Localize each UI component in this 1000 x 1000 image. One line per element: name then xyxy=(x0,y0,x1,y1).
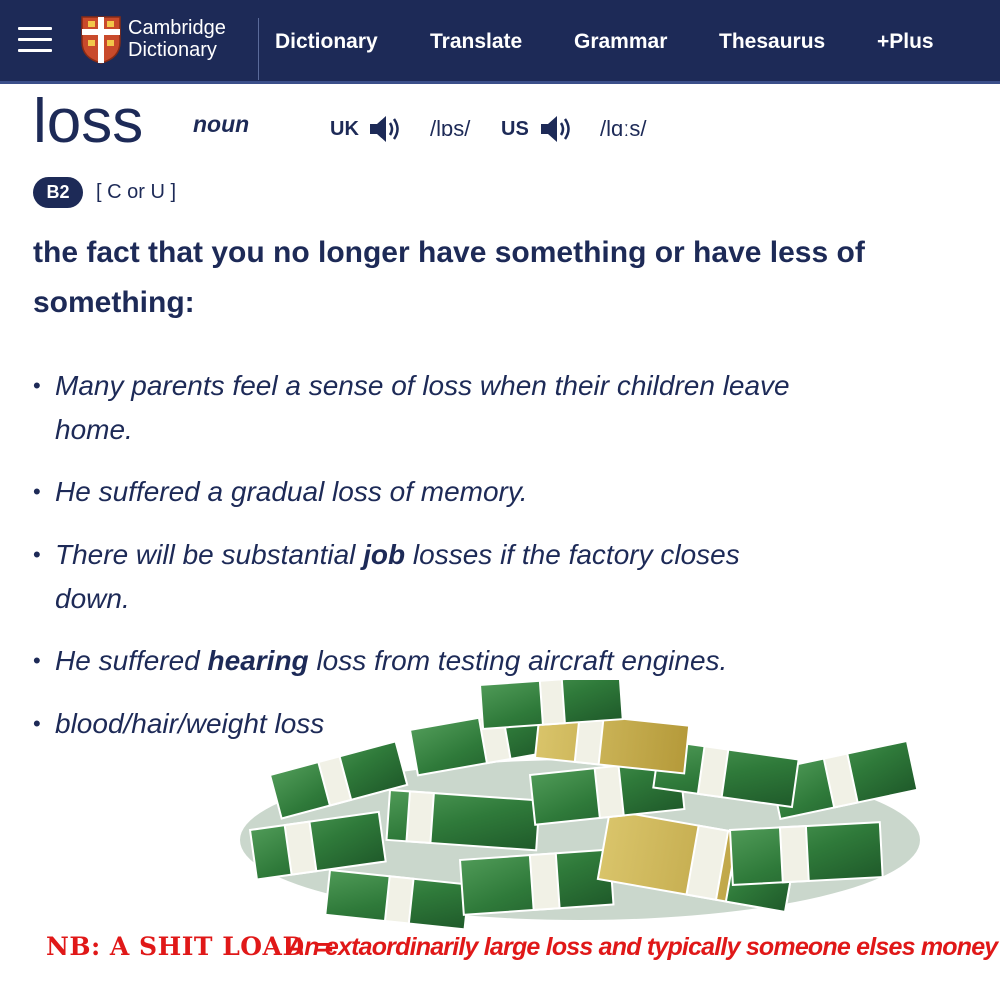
example-2-text: He suffered a gradual loss of memory. xyxy=(55,476,528,507)
example-4-text xyxy=(55,639,727,683)
bullet: • xyxy=(33,373,41,398)
uk-speaker-icon[interactable] xyxy=(368,114,404,144)
logo-line-2: Dictionary xyxy=(128,39,217,61)
nav-thesaurus[interactable]: Thesaurus xyxy=(719,30,826,53)
nav-translate[interactable]: Translate xyxy=(430,30,523,53)
bullet: • xyxy=(33,542,41,567)
example-3-pre: There will be substantial xyxy=(55,539,364,570)
part-of-speech: noun xyxy=(193,111,250,137)
us-pronunciation: /lɑːs/ xyxy=(600,116,647,141)
nb-caption-left: NB: A SHIT LOAD = xyxy=(46,932,336,961)
uk-label: UK xyxy=(330,118,359,140)
definition: the fact that you no longer have something or have less of something: xyxy=(33,236,865,319)
example-1 xyxy=(33,364,790,452)
crest-icon xyxy=(80,14,122,64)
example-1-line-1: Many parents feel a sense of loss when their children leave xyxy=(55,370,790,401)
logo-line-1: Cambridge xyxy=(128,17,226,39)
collocation-hearing[interactable]: hearing xyxy=(207,645,309,676)
headword: loss xyxy=(33,87,144,156)
menu-icon[interactable] xyxy=(18,27,52,53)
nb-caption-right: An extaordinarily large loss and typically someone elses money xyxy=(287,933,998,961)
cambridge-logo[interactable] xyxy=(80,14,226,64)
example-1-line-2: home. xyxy=(55,414,133,445)
example-4-post: loss from testing aircraft engines. xyxy=(308,645,728,676)
header-divider xyxy=(258,18,259,80)
example-5-text: blood/hair/weight loss xyxy=(55,708,325,739)
example-3-line-2: down. xyxy=(55,583,130,614)
bullet: • xyxy=(33,648,41,673)
example-5 xyxy=(33,702,324,746)
example-3-post: losses if the factory closes xyxy=(405,539,740,570)
example-3-line-1 xyxy=(55,533,740,577)
example-4 xyxy=(33,639,727,683)
example-2 xyxy=(33,470,528,514)
nav-plus[interactable]: +Plus xyxy=(877,30,934,53)
bullet: • xyxy=(33,479,41,504)
us-label: US xyxy=(501,118,529,140)
bullet: • xyxy=(33,711,41,736)
collocation-job[interactable]: job xyxy=(363,539,406,570)
nav-grammar[interactable]: Grammar xyxy=(574,30,668,53)
nav-dictionary[interactable]: Dictionary xyxy=(275,30,378,53)
grammar-label: [ C or U ] xyxy=(96,181,177,203)
us-speaker-icon[interactable] xyxy=(539,114,575,144)
uk-pronunciation: /lɒs/ xyxy=(430,116,471,141)
example-4-pre: He suffered xyxy=(55,645,208,676)
top-navigation-bar xyxy=(0,0,1000,84)
example-3 xyxy=(33,533,740,621)
level-badge[interactable]: B2 xyxy=(33,177,83,208)
